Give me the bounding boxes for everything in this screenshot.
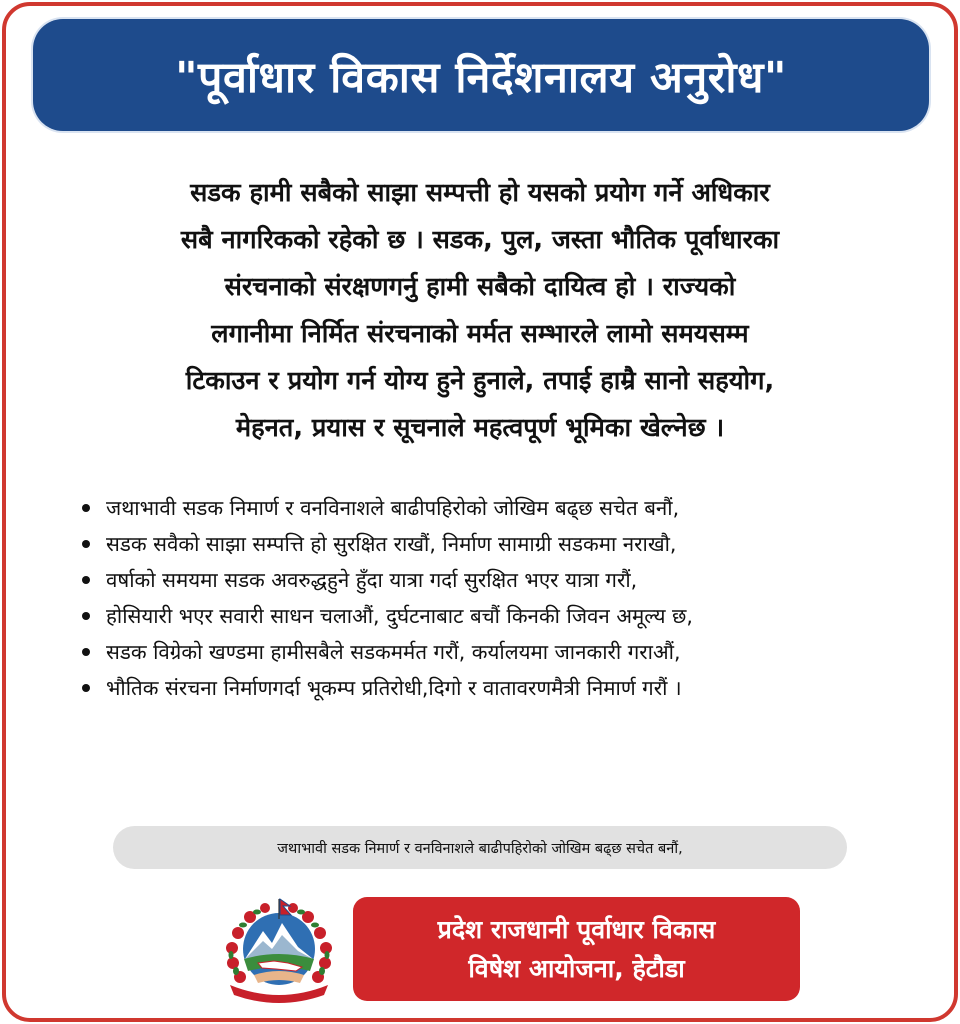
intro-line: लगानीमा निर्मित संरचनाको मर्मत सम्भारले लामो समयसम्म <box>211 319 749 349</box>
bullet-icon <box>82 684 90 692</box>
organization-name-line2: विषेश आयोजना, हेटौडा <box>468 954 685 983</box>
appeal-list <box>74 490 914 706</box>
intro-line: सडक हामी सबैको साझा सम्पत्ती हो यसको प्रयोग गर्ने अधिकार <box>190 178 770 208</box>
list-item <box>74 562 914 598</box>
intro-line: संरचनाको संरक्षणगर्नु हामी सबैको दायित्व हो । राज्यको <box>224 272 736 302</box>
list-item-text: होसियारी भएर सवारी साधन चलाऔं, दुर्घटनाबाट बचौं किनकी जिवन अमूल्य छ, <box>106 604 693 628</box>
nepal-emblem-icon <box>218 893 340 1009</box>
list-item <box>74 526 914 562</box>
bullet-icon <box>82 504 90 512</box>
page-title: "पूर्वाधार विकास निर्देशनालय अनुरोध" <box>175 52 787 103</box>
intro-line: टिकाउन र प्रयोग गर्न योग्य हुने हुनाले, तपाई हाम्रै सानो सहयोग, <box>185 366 775 396</box>
bullet-icon <box>82 612 90 620</box>
list-item <box>74 634 914 670</box>
list-item-text: वर्षाको समयमा सडक अवरुद्धहुने हुँदा यात्रा गर्दा सुरक्षित भएर यात्रा गरौं, <box>106 568 638 592</box>
list-item <box>74 490 914 526</box>
intro-paragraph <box>60 170 900 452</box>
bullet-icon <box>82 540 90 548</box>
organization-box <box>353 897 800 1001</box>
intro-line: सबै नागरिकको रहेको छ । सडक, पुल, जस्ता भौतिक पूर्वाधारका <box>180 225 780 255</box>
organization-name-line1: प्रदेश राजधानी पूर्वाधार विकास <box>437 915 716 944</box>
bullet-icon <box>82 648 90 656</box>
footer-banner-text: जथाभावी सडक निमार्ण र वनविनाशले बाढीपहिरोको जोखिम बढ्छ सचेत बनौं, <box>277 840 683 857</box>
list-item <box>74 670 914 706</box>
title-banner <box>33 19 929 131</box>
list-item-text: सडक सवैको साझा सम्पत्ति हो सुरक्षित राखौं, निर्माण सामाग्री सडकमा नराखौ, <box>106 532 677 556</box>
list-item-text: जथाभावी सडक निमार्ण र वनविनाशले बाढीपहिरोको जोखिम बढ्छ सचेत बनौं, <box>106 496 680 520</box>
intro-line: मेहनत, प्रयास र सूचनाले महत्वपूर्ण भूमिका खेल्नेछ । <box>235 413 725 443</box>
bullet-icon <box>82 576 90 584</box>
list-item-text: सडक विग्रेको खण्डमा हामीसबैले सडकमर्मत गरौं, कर्यालयमा जानकारी गराऔं, <box>106 640 681 664</box>
list-item <box>74 598 914 634</box>
footer-banner <box>113 826 847 869</box>
list-item-text: भौतिक संरचना निर्माणगर्दा भूकम्प प्रतिरोधी,दिगो र वातावरणमैत्री निमार्ण गरौं । <box>106 676 682 700</box>
